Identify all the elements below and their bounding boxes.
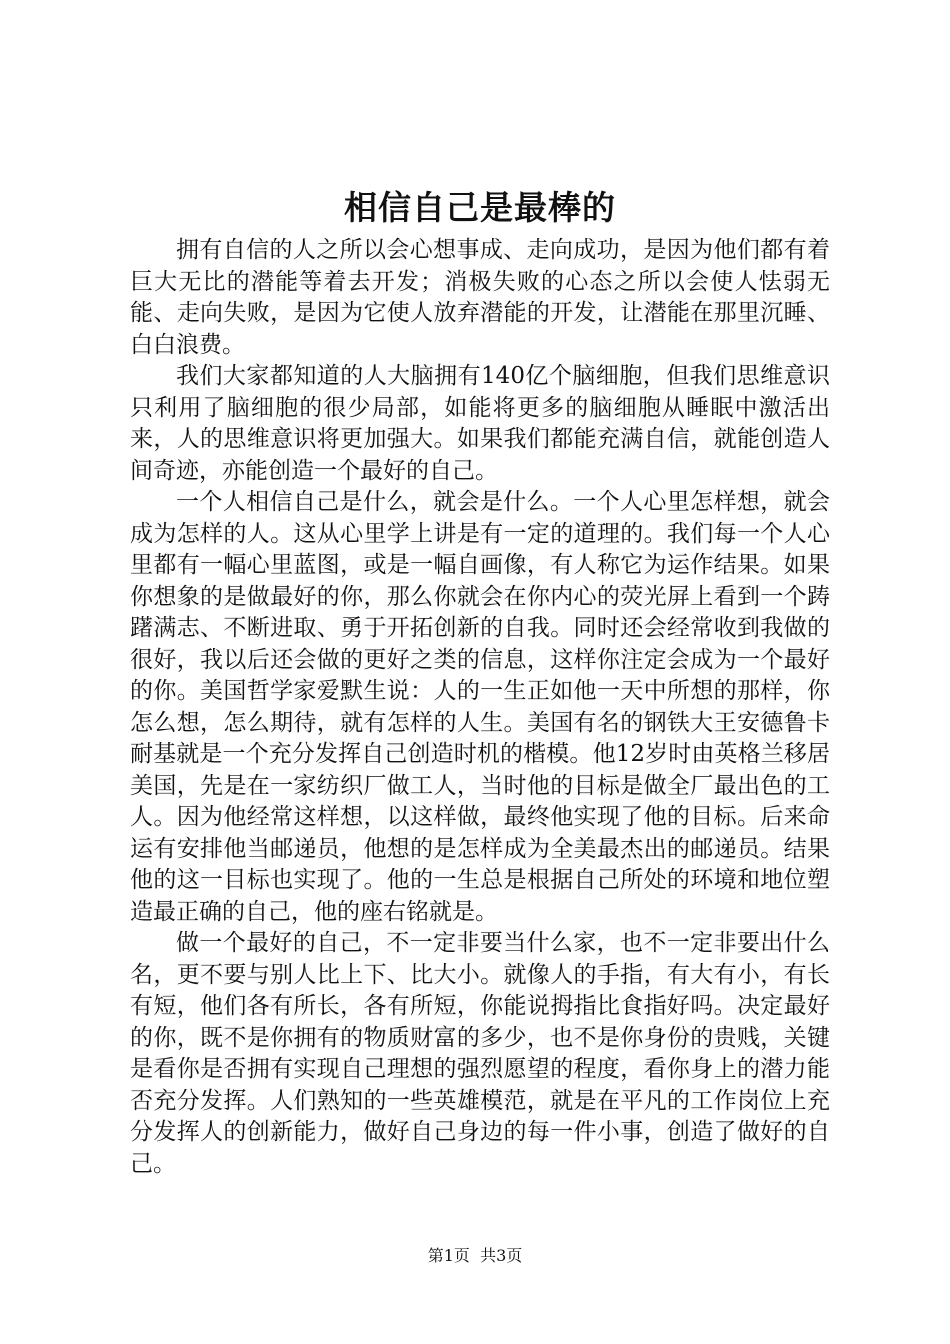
document-body: [130, 235, 830, 1180]
paragraph: 拥有自信的人之所以会心想事成、走向成功，是因为他们都有着巨大无比的潜能等着去开发；消极失败的心态之所以会使人怯弱无能、走向失败，是因为它使人放弃潜能的开发，让潜能在那里沉睡、白白浪费。: [130, 237, 830, 358]
paragraph: 我们大家都知道的人大脑拥有140亿个脑细胞，但我们思维意识只利用了脑细胞的很少局部，如能将更多的脑细胞从睡眠中激活出来，人的思维意识将更加强大。如果我们都能充满自信，就能创造人间奇迹，亦能创造一个最好的自己。: [130, 363, 830, 484]
document-title: 相信自己是最棒的: [344, 188, 616, 227]
page-number: 第1页: [427, 1246, 470, 1265]
paragraph: 做一个最好的自己，不一定非要当什么家，也不一定非要出什么名，更不要与别人比上下、比大小。就像人的手指，有大有小，有长有短，他们各有所长，各有所短，你能说拇指比食指好吗。决定最好的你，既不是你拥有的物质财富的多少，也不是你身份的贵贱，关键是看你是否拥有实现自己理想的强烈愿望的程度，看你身上的潜力能否充分发挥。人们熟知的一些英雄模范，就是在平凡的工作岗位上充分发挥人的创新能力，做好自己身边的每一件小事，创造了做好的自己。: [130, 930, 830, 1177]
page-total: 共3页: [480, 1246, 523, 1265]
page-footer: [0, 1244, 950, 1268]
paragraph: 一个人相信自己是什么，就会是什么。一个人心里怎样想，就会成为怎样的人。这从心里学上讲是有一定的道理的。我们每一个人心里都有一幅心里蓝图，或是一幅自画像，有人称它为运作结果。如果你想象的是做最好的你，那么你就会在你内心的荧光屏上看到一个踌躇满志、不断进取、勇于开拓创新的自我。同时还会经常收到我做的很好，我以后还会做的更好之类的信息，这样你注定会成为一个最好的你。美国哲学家爱默生说：人的一生正如他一天中所想的那样，你怎么想，怎么期待，就有怎样的人生。美国有名的钢铁大王安德鲁卡耐基就是一个充分发挥自己创造时机的楷模。他12岁时由英格兰移居美国，先是在一家纺织厂做工人，当时他的目标是做全厂最出色的工人。因为他经常这样想，以这样做，最终他实现了他的目标。后来命运有安排他当邮递员，他想的是怎样成为全美最杰出的邮递员。结果他的这一目标也实现了。他的一生总是根据自己所处的环境和地位塑造最正确的自己，他的座右铭就是。: [130, 489, 830, 925]
